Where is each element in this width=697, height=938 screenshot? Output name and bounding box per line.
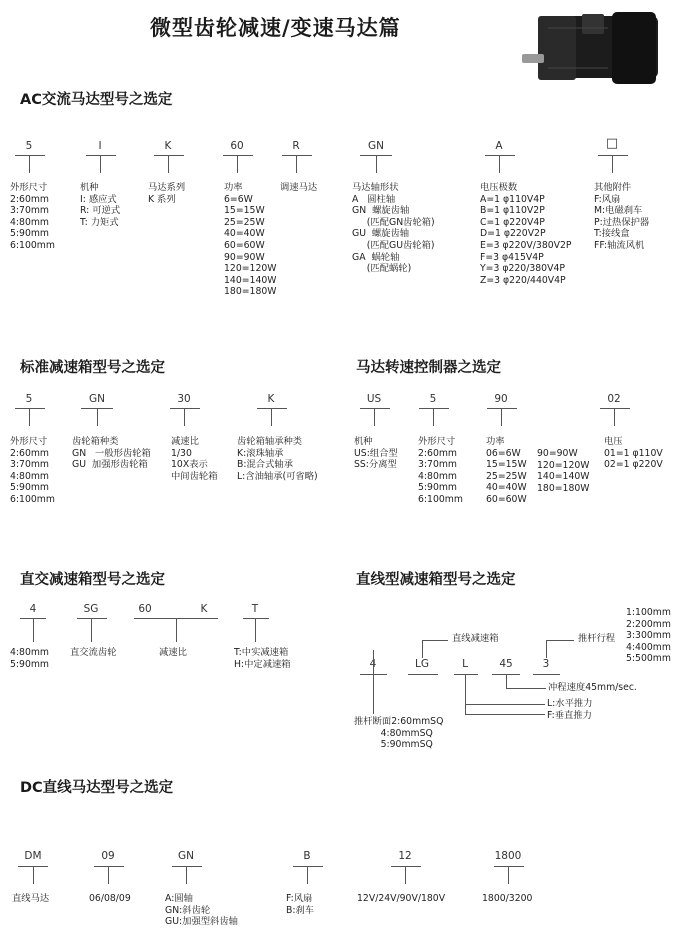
speed-code-voltage: 02 [607, 393, 621, 405]
speed-code-power: 90 [494, 393, 508, 405]
ac-desc-size: 外形尺寸 2:60mm 3:70mm 4:80mm 5:90mm 6:100mm [10, 182, 55, 251]
right-angle-section-heading: 直交减速箱型号之选定 [20, 572, 165, 588]
ac-desc-accessory: 其他附件 F:风扇 M:电磁刹车 P:过热保护器 T:接线盒 FF:轴流风机 [594, 182, 650, 251]
speed-desc-size: 外形尺寸 2:60mm 3:70mm 4:80mm 5:90mm 6:100mm [418, 436, 463, 505]
speed-code-size: 5 [429, 393, 437, 405]
dc-code-type: DM [24, 850, 42, 862]
right-angle-code-bearing: K [200, 603, 208, 615]
gearbox-desc-type: 齿轮箱种类 GN 一般形齿轮箱 GU 加强形齿轮箱 [72, 436, 151, 471]
ac-desc-shaft: 马达轴形状 A 圆柱轴 GN 螺旋齿轴 (匹配GN齿轮箱) GU 螺旋齿轴 (匹配GU齿轮箱) GA 蜗轮轴 (匹配蜗轮) [352, 182, 435, 275]
ac-code-power: 60 [230, 140, 244, 152]
gearbox-code-size: 5 [25, 393, 33, 405]
gearbox-desc-size: 外形尺寸 2:60mm 3:70mm 4:80mm 5:90mm 6:100mm [10, 436, 55, 505]
ac-section-heading: AC交流马达型号之选定 [20, 92, 173, 108]
linear-gear-label-f: F:垂直推力 [547, 710, 592, 721]
linear-gear-label-speed: 冲程速度45mm/sec. [548, 682, 637, 693]
dc-desc-type: 直线马达 [12, 893, 50, 904]
dc-desc-voltage: 12V/24V/90V/180V [357, 893, 446, 904]
page-title: 微型齿轮减速/变速马达篇 [150, 16, 401, 40]
gearbox-desc-ratio: 减速比 1/30 10X表示 中间齿轮箱 [171, 436, 218, 482]
dc-code-speed: 1800 [494, 850, 522, 862]
dc-code-size: 09 [101, 850, 115, 862]
right-angle-desc-t: T:中实减速箱 H:中定减速箱 [234, 647, 291, 670]
ac-desc-speed: 调速马达 [280, 182, 318, 193]
linear-gear-code-direction: L [462, 658, 468, 670]
speed-desc-type: 机种 US:组合型 SS:分离型 [354, 436, 398, 471]
right-angle-desc-type: 直交流齿轮 [70, 647, 117, 658]
gearbox-code-ratio: 30 [177, 393, 191, 405]
linear-gear-stroke-values: 1:100mm 2:200mm 3:300mm 4:400mm 5:500mm [626, 607, 671, 665]
dc-desc-option: F:风扇 B:刹车 [286, 893, 315, 916]
ac-code-series: K [164, 140, 172, 152]
ac-code-accessory: □ [605, 136, 619, 151]
linear-gear-label-section: 推杆断面2:60mmSQ 4:80mmSQ 5:90mmSQ [354, 716, 444, 751]
linear-gear-label-gearbox: 直线减速箱 [452, 633, 499, 644]
linear-gear-code-stroke: 3 [542, 658, 550, 670]
ac-code-type: I [98, 140, 102, 152]
right-angle-code-size: 4 [29, 603, 37, 615]
speed-section-heading: 马达转速控制器之选定 [356, 360, 501, 376]
ac-code-voltage: A [495, 140, 503, 152]
ac-desc-power: 功率 6=6W 15=15W 25=25W 40=40W 60=60W 90=90W 120=120W 140=140W 180=180W [224, 182, 277, 298]
speed-desc-voltage: 电压 01=1 φ110V 02=1 φ220V [604, 436, 663, 471]
speed-code-type: US [366, 393, 382, 405]
right-angle-code-t: T [251, 603, 259, 615]
gearbox-code-bearing: K [267, 393, 275, 405]
right-angle-code-ratio: 60 [138, 603, 152, 615]
ac-desc-type: 机种 I: 感应式 R: 可逆式 T: 力矩式 [80, 182, 121, 228]
dc-desc-speed: 1800/3200 [482, 893, 533, 904]
gearbox-section-heading: 标准减速箱型号之选定 [20, 360, 165, 376]
ac-code-speed: R [292, 140, 300, 152]
linear-gear-code-type: LG [415, 658, 429, 670]
dc-code-voltage: 12 [398, 850, 412, 862]
ac-code-size: 5 [25, 140, 33, 152]
right-angle-desc-ratio: 减速比 [159, 647, 187, 658]
linear-gear-section-heading: 直线型减速箱型号之选定 [356, 572, 516, 588]
dc-code-shaft: GN [178, 850, 194, 862]
ac-desc-series: 马达系列 K 系列 [148, 182, 186, 205]
ac-desc-voltage: 电压极数 A=1 φ110V4P B=1 φ110V2P C=1 φ220V4P D=1 φ220V2P E=3 φ220V/380V2P F=3 φ415V4P Y=3 φ220/380V4P Z=3 φ220/440V4P [480, 182, 572, 286]
dc-desc-shaft: A:圆轴 GN:斜齿轮 GU:加强型斜齿轴 [165, 893, 238, 928]
dc-section-heading: DC直线马达型号之选定 [20, 780, 174, 796]
linear-gear-label-stroke: 推杆行程 [578, 633, 616, 644]
speed-desc-power: 功率 06=6W 15=15W 25=25W 40=40W 60=60W [486, 436, 527, 505]
gearbox-desc-bearing: 齿轮箱轴承种类 K:滚珠轴承 B:混合式轴承 L:含油轴承(可省略) [237, 436, 318, 482]
gearbox-code-type: GN [89, 393, 105, 405]
motor-illustration [518, 8, 678, 88]
right-angle-code-type: SG [83, 603, 99, 615]
ac-code-shaft: GN [368, 140, 384, 152]
right-angle-desc-size: 4:80mm 5:90mm [10, 647, 49, 670]
linear-gear-label-l: L:水平推力 [547, 698, 593, 709]
linear-gear-code-size: 4 [369, 658, 377, 670]
dc-desc-size: 06/08/09 [89, 893, 131, 904]
dc-code-option: B [303, 850, 311, 862]
linear-gear-code-speed: 45 [499, 658, 513, 670]
speed-desc-power-col2: 90=90W 120=120W 140=140W 180=180W [537, 448, 590, 494]
